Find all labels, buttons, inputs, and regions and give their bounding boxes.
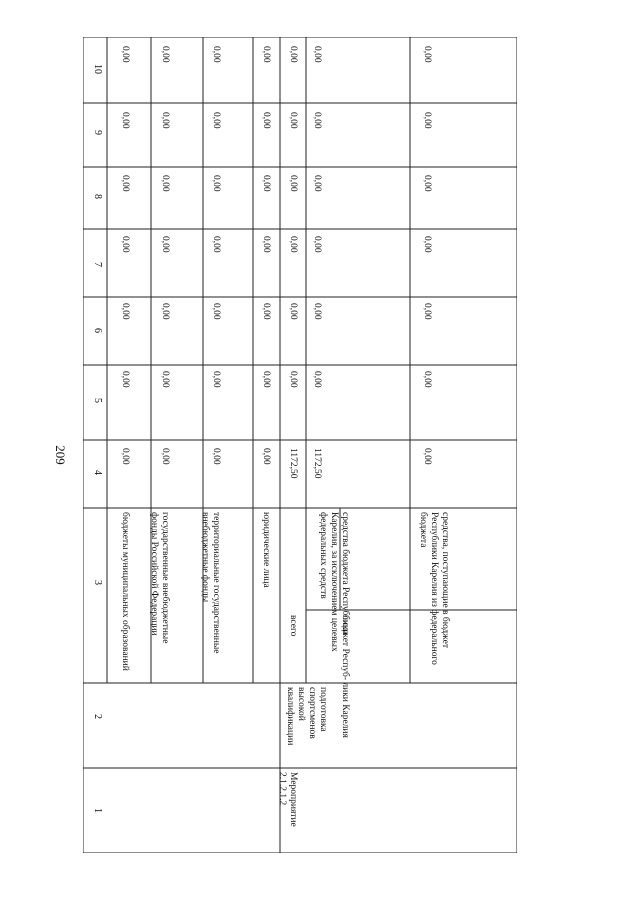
- header-col-3: 3: [92, 580, 103, 585]
- value-cell: 0,00: [422, 303, 432, 320]
- value-cell: 0,00: [120, 371, 130, 388]
- header-col-9: 9: [92, 130, 103, 135]
- value-cell: 0,00: [160, 371, 170, 388]
- value-cell: 0,00: [211, 371, 221, 388]
- value-cell: 0,00: [312, 46, 322, 63]
- value-cell: 0,00: [160, 112, 170, 129]
- row-label: бюджет Респуб- лики Карелия: [340, 615, 350, 738]
- value-cell: 0,00: [261, 175, 271, 192]
- value-cell: 0,00: [120, 236, 130, 253]
- value-cell: 0,00: [288, 112, 298, 129]
- value-cell: 0,00: [211, 448, 221, 465]
- value-cell: 0,00: [288, 303, 298, 320]
- row-label: всего: [288, 615, 298, 637]
- value-cell: 0,00: [312, 175, 322, 192]
- value-cell: 1172,50: [312, 448, 322, 479]
- header-col-10: 10: [92, 64, 103, 74]
- value-cell: 0,00: [160, 46, 170, 63]
- value-cell: 0,00: [288, 175, 298, 192]
- value-cell: 0,00: [211, 46, 221, 63]
- header-col-6: 6: [92, 328, 103, 333]
- page-number: 209: [53, 445, 68, 465]
- value-cell: 0,00: [211, 236, 221, 253]
- value-cell: 0,00: [288, 371, 298, 388]
- value-cell: 0,00: [312, 236, 322, 253]
- value-cell: 0,00: [261, 303, 271, 320]
- value-cell: 0,00: [120, 46, 130, 63]
- value-cell: 0,00: [120, 448, 130, 465]
- header-col-1: 1: [92, 808, 103, 813]
- value-cell: 0,00: [120, 112, 130, 129]
- row-label: юридические лица: [261, 512, 271, 588]
- row-label: территориальные государственные внебюджетные фонды: [200, 512, 221, 654]
- value-cell: 1172,50: [288, 448, 298, 479]
- value-cell: 0,00: [422, 371, 432, 388]
- value-cell: 0,00: [211, 112, 221, 129]
- value-cell: 0,00: [211, 303, 221, 320]
- value-cell: 0,00: [422, 448, 432, 465]
- header-col-4: 4: [92, 470, 103, 475]
- value-cell: 0,00: [422, 112, 432, 129]
- value-cell: 0,00: [312, 112, 322, 129]
- value-cell: 0,00: [422, 46, 432, 63]
- row-label: бюджеты муниципальных образований: [120, 512, 130, 671]
- value-cell: 0,00: [211, 175, 221, 192]
- value-cell: 0,00: [120, 175, 130, 192]
- header-col-2: 2: [92, 714, 103, 719]
- value-cell: 0,00: [261, 236, 271, 253]
- row-label: средства, поступающие в бюджет Республики Карелия из федерального бюджета: [418, 512, 450, 665]
- row-label: государственные внебюджетные фонды Российской Федерации: [149, 512, 170, 644]
- value-cell: 0,00: [261, 371, 271, 388]
- value-cell: 0,00: [160, 303, 170, 320]
- value-cell: 0,00: [261, 448, 271, 465]
- value-cell: 0,00: [261, 46, 271, 63]
- value-cell: 0,00: [312, 303, 322, 320]
- value-cell: 0,00: [422, 175, 432, 192]
- header-col-8: 8: [92, 194, 103, 199]
- value-cell: 0,00: [422, 236, 432, 253]
- value-cell: 0,00: [288, 236, 298, 253]
- value-cell: 0,00: [261, 112, 271, 129]
- value-cell: 0,00: [288, 46, 298, 63]
- row-label: средства бюджета Республики Карелия, за исключением целевых федеральных средств: [318, 512, 350, 652]
- value-cell: 0,00: [160, 175, 170, 192]
- header-col-7: 7: [92, 262, 103, 267]
- value-cell: 0,00: [312, 371, 322, 388]
- value-cell: 0,00: [160, 448, 170, 465]
- value-cell: 0,00: [160, 236, 170, 253]
- measure-title: подготовка спортсменов высокой квалификации: [285, 687, 328, 746]
- header-col-5: 5: [92, 398, 103, 403]
- measure-number: Мероприятие 2.1.2.1.2: [277, 772, 298, 827]
- value-cell: 0,00: [120, 303, 130, 320]
